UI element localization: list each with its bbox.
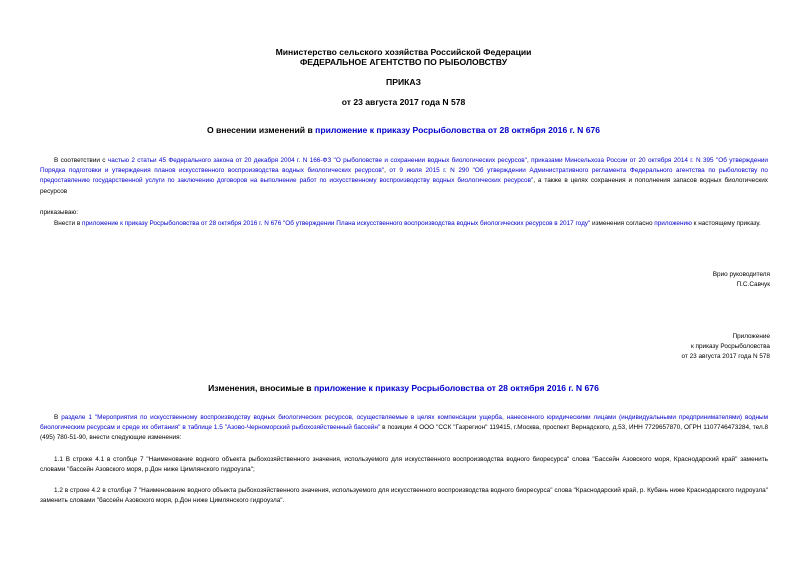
changes-intro-text-1: В	[54, 414, 62, 421]
order-title-prefix: О внесении изменений в	[206, 125, 316, 135]
order-item-link-annex[interactable]: приложению	[654, 220, 692, 227]
changes-intro-paragraph	[40, 413, 768, 444]
changes-title-link[interactable]: приложение к приказу Росрыболовства от 28 октября 2016 г. N 676	[313, 383, 599, 393]
changes-intro-text-2: в позиции 4 ООО "ССК "Газрегион" 119415, г.Москва, проспект Вернадского, д.53, ИНН 7729657870, ОГРН 1107746473284, тел.8 (495) 780-51-90, внести следующие изменения:	[40, 424, 768, 442]
order-title	[0, 125, 807, 135]
order-item-text-1: Внести в	[54, 220, 82, 227]
signature-position: Врио руководителя	[712, 271, 770, 278]
preamble-link-order-395[interactable]: приказами Минсельхоза России от 20 октября 2014 г. N 395 "Об утверждении Порядка подготовки и утверждения планов искусственного воспроизводства водных биологических ресурсов"	[40, 157, 768, 175]
changes-intro-link-section[interactable]: разделе 1 "Мероприятия по искусственному воспроизводству водных биологических ресурсов, осуществляемые в целях компенсации ущерба, нанесенного юридическими лицами (индивидуальными предпринимателями) водным биологическим ресурсам и среде их обитания" в таблице 1.5 "Азово-Черноморский рыбохозяйственный бассейн"	[40, 414, 769, 432]
header-ministry: Министерство сельского хозяйства Российской Федерации	[275, 47, 532, 57]
order-item-text-2: изменения согласно	[590, 220, 655, 227]
preamble-link-law[interactable]: частью 2 статьи 45 Федерального закона от 20 декабря 2004 г. N 166-ФЗ "О рыболовстве и сохранении водных биологических ресурсов"	[107, 157, 527, 164]
appendix-line-1: Приложение	[732, 333, 770, 340]
signature-block	[713, 270, 770, 290]
order-title-link[interactable]: приложение к приказу Росрыболовства от 28 октября 2016 г. N 676	[315, 125, 601, 135]
order-item-link-appendix[interactable]: приложение к приказу Росрыболовства от 28 октября 2016 г. N 676 "Об утверждении Плана искусственного воспроизводства водных биологических ресурсов в 2017 году"	[81, 220, 591, 227]
change-item-2: 1.2 в строке 4.2 в столбце 7 "Наименование водного объекта рыбохозяйственного значения, используемого для искусственного воспроизводства водного биоресурса" слова "Краснодарский край, р. Кубань ниже Краснодарского гидроузла" заменить словами "бассейн Азовского моря, р.Дон ниже Цимлянского гидроузла".	[40, 487, 768, 505]
doc-date-number: от 23 августа 2017 года N 578	[341, 97, 466, 107]
header-agency: ФЕДЕРАЛЬНОЕ АГЕНТСТВО ПО РЫБОЛОВСТВУ	[299, 57, 508, 67]
appendix-line-2: к приказу Росрыболовства	[690, 343, 770, 351]
doc-type: ПРИКАЗ	[386, 77, 421, 87]
preamble-text-2: ,	[526, 157, 532, 164]
changes-title	[0, 383, 807, 393]
preamble-text-4: , а также в целях сохранения и пополнения запасов водных биологических ресурсов	[40, 177, 768, 195]
appendix-line-3: от 23 августа 2017 года N 578	[681, 353, 770, 361]
order-item-paragraph	[40, 219, 768, 229]
changes-title-prefix: Изменения, вносимые в	[208, 383, 314, 393]
signature-name: П.С.Савчук	[736, 281, 770, 289]
preamble-link-order-290[interactable]: от 9 июля 2015 г. N 290 "Об утверждении Административного регламента Федерального агентства по рыболовству по предоставлению государственной услуги по заключению договоров на выполнение работ по искусственному воспроизводству водных биологических ресурсов"	[40, 167, 768, 185]
preamble-paragraph	[40, 156, 768, 197]
appendix-reference	[682, 332, 771, 363]
order-item-text-3: к настоящему приказу.	[691, 220, 761, 227]
change-item-1: 1.1 В строке 4.1 в столбце 7 "Наименование водного объекта рыбохозяйственного значения, используемого для искусственного воспроизводства водного биоресурса" слова "Бассейн Азовского моря, Краснодарский край" заменить словами "бассейн Азовского моря, р.Дон ниже Цимлянского гидроузла";	[40, 456, 768, 474]
preamble-text-3: ,	[384, 167, 390, 175]
preamble-text-1: В соответствии с	[54, 157, 108, 164]
order-word: приказываю:	[40, 209, 78, 216]
